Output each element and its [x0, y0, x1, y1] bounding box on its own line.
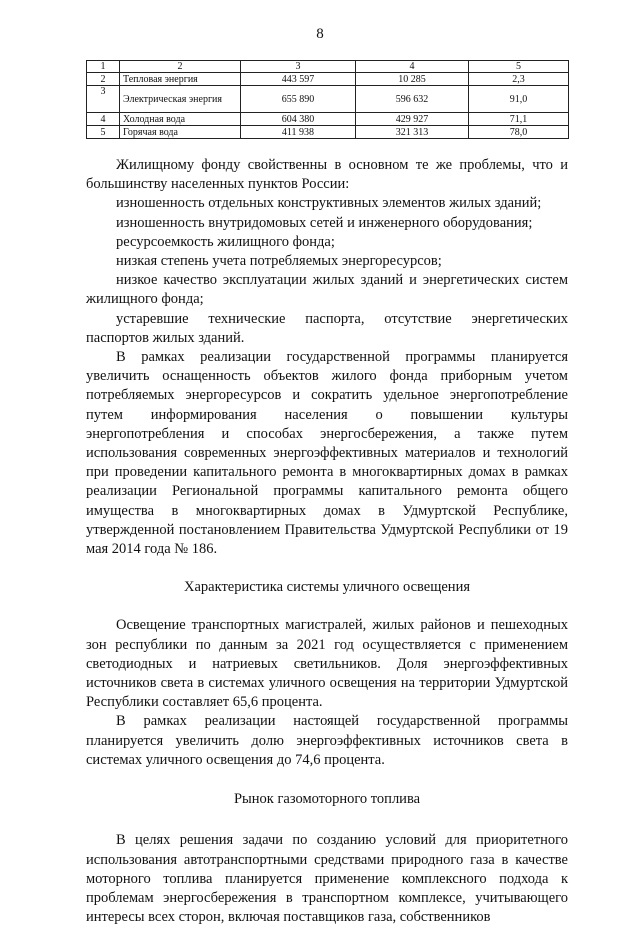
table-cell: 3	[87, 86, 120, 113]
table-cell: 4	[87, 113, 120, 126]
table-cell: 411 938	[241, 126, 356, 139]
table-cell: 321 313	[356, 126, 469, 139]
paragraph: В целях решения задачи по созданию условий для приоритетного использования автотранспортными средствами природного газа в качестве моторного топлива планируется применение комплексного подхода к проблемам энергосбережения в транспортном комплексе, учитывающего интересы всех сторон, включая поставщиков газа, собственников	[86, 832, 568, 926]
table-cell: Электрическая энергия	[120, 86, 241, 113]
paragraph: В рамках реализации государственной программы планируется увеличить оснащенность объектов жилого фонда приборным учетом потребляемых энергоресурсов и сократить удельное энергопотребление путем информирования населения о повышении культуры энергопотребления и способах энергосбережения, а также путем использования современных энергоэффективных материалов и технологий при проведении капитального ремонта в многоквартирных домах в рамках реализации Региональной программы капитального ремонта общего имущества в многоквартирных домах в Удмуртской Республике, утвержденной постановлением Правительства Удмуртской Республики от 19 мая 2014 года № 186.	[86, 349, 568, 558]
energy-table	[86, 60, 569, 139]
section-heading-gas-fuel: Рынок газомоторного топлива	[233, 791, 421, 808]
table-cell: 91,0	[469, 86, 569, 113]
header-cell: 4	[356, 61, 469, 73]
table-cell: 2,3	[469, 73, 569, 86]
list-item: низкая степень учета потребляемых энергоресурсов;	[116, 253, 442, 270]
list-item: ресурсоемкость жилищного фонда;	[116, 233, 335, 250]
table-cell: Холодная вода	[120, 113, 241, 126]
table-cell: 78,0	[469, 126, 569, 139]
table-row	[87, 113, 569, 126]
table-cell: 10 285	[356, 73, 469, 86]
table-row	[87, 86, 569, 113]
table-row	[87, 126, 569, 139]
table-cell: 596 632	[356, 86, 469, 113]
table-cell: 443 597	[241, 73, 356, 86]
list-item: низкое качество эксплуатации жилых зданий и энергетических систем жилищного фонда;	[86, 272, 568, 308]
table-cell: Горячая вода	[120, 126, 241, 139]
table-cell: 71,1	[469, 113, 569, 126]
table-header-row	[87, 61, 569, 73]
table-cell: 2	[87, 73, 120, 86]
table-cell: 655 890	[241, 86, 356, 113]
table-cell: Тепловая энергия	[120, 73, 241, 86]
list-item: устаревшие технические паспорта, отсутствие энергетических паспортов жилых зданий.	[86, 310, 568, 346]
table-cell: 604 380	[241, 113, 356, 126]
body-text	[86, 156, 568, 927]
table-cell: 5	[87, 126, 120, 139]
paragraph: Жилищному фонду свойственны в основном те же проблемы, что и большинству населенных пунктов России:	[86, 157, 568, 193]
paragraph: В рамках реализации настоящей государственной программы планируется увеличить долю энергоэффективных источников света в системах уличного освещения до 74,6 процента.	[86, 713, 568, 768]
list-item: изношенность отдельных конструктивных элементов жилых зданий;	[116, 195, 542, 212]
paragraph: Освещение транспортных магистралей, жилых районов и пешеходных зон республики по данным за 2021 год осуществляется с применением светодиодных и натриевых светильников. Доля энергоэффективных источников света в системах уличного освещения на территории Удмуртской Республики составляет 65,6 процента.	[86, 617, 568, 711]
table-cell: 429 927	[356, 113, 469, 126]
list-item: изношенность внутридомовых сетей и инженерного оборудования;	[116, 214, 533, 231]
header-cell: 5	[469, 61, 569, 73]
header-cell: 3	[241, 61, 356, 73]
header-cell: 1	[87, 61, 120, 73]
section-heading-street-lighting: Характеристика системы уличного освещения	[184, 579, 470, 596]
page-number: 8	[316, 26, 324, 42]
header-cell: 2	[120, 61, 241, 73]
table-row	[87, 73, 569, 86]
